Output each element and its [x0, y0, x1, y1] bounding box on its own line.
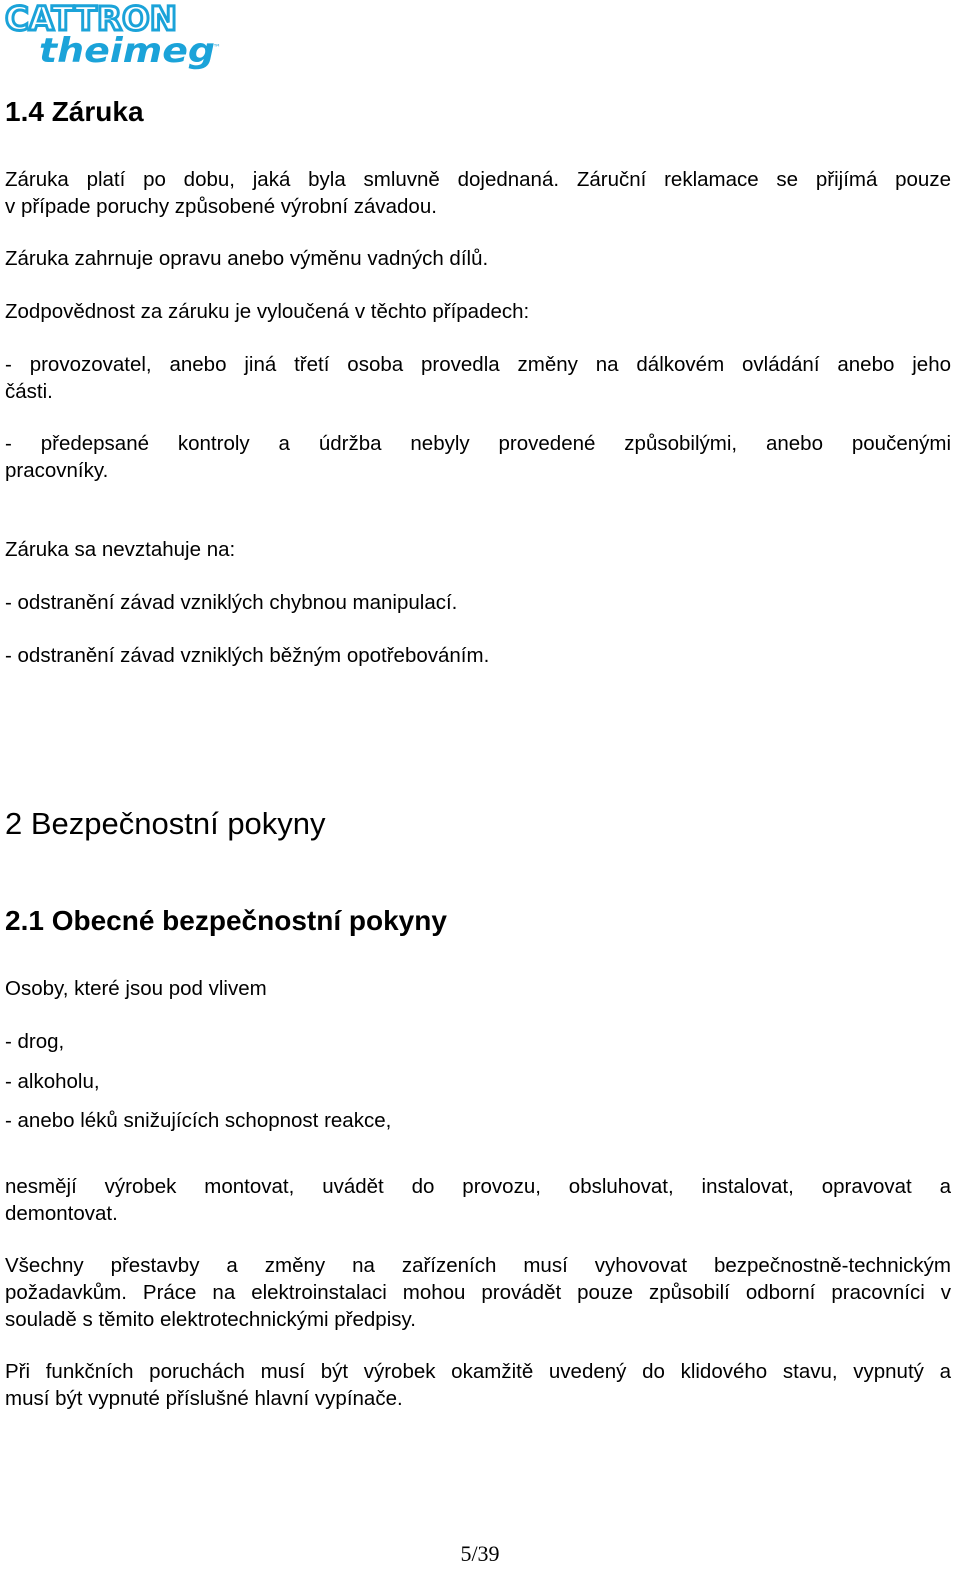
bullet-maintenance-line1: - předepsané kontroly a údržba nebyly provedené způsobilými, anebo poučenými — [5, 432, 951, 455]
paragraph-liability-exclusions: Zodpovědnost za záruku je vyloučená v těchto případech: — [5, 300, 530, 323]
paragraph-must-not-line1: nesmějí výrobek montovat, uvádět do provozu, obsluhovat, instalovat, opravovat a — [5, 1175, 951, 1198]
bullet-wrong-handling: - odstranění závad vzniklých chybnou manipulací. — [5, 591, 458, 614]
logo-theimeg-text: theimeg — [39, 31, 215, 71]
bullet-modifications-line1: - provozovatel, anebo jiná třetí osoba provedla změny na dálkovém ovládání anebo jeho — [5, 353, 951, 376]
paragraph-malfunctions-line1: Při funkčních poruchách musí být výrobek okamžitě uvedený do klidového stavu, vypnutý a — [5, 1360, 951, 1383]
svg-text:™: ™ — [213, 43, 221, 52]
bullet-normal-wear: - odstranění závad vzniklých běžným opotřebováním. — [5, 644, 490, 667]
bullet-maintenance-line2: pracovníky. — [5, 459, 109, 482]
bullet-drugs: - drog, — [5, 1030, 65, 1053]
section-heading-warranty: 1.4 Záruka — [5, 96, 144, 127]
paragraph-modifications-line1: Všechny přestavby a změny na zařízeních musí vyhovovat bezpečnostně-technickým — [5, 1254, 951, 1277]
section-heading-safety: 2 Bezpečnostní pokyny — [5, 806, 326, 841]
paragraph-must-not-line2: demontovat. — [5, 1202, 118, 1225]
paragraph-warranty-scope: Záruka zahrnuje opravu anebo výměnu vadných dílů. — [5, 247, 489, 270]
cattron-theimeg-logo — [3, 0, 223, 72]
logo-cattron-text: CATTRON — [5, 0, 177, 38]
paragraph-not-covered: Záruka sa nevztahuje na: — [5, 538, 236, 561]
paragraph-malfunctions-line2: musí být vypnuté příslušné hlavní vypínače. — [5, 1387, 403, 1410]
page-number: 5/39 — [460, 1541, 500, 1566]
bullet-modifications-line2: části. — [5, 380, 53, 403]
paragraph-modifications-line3: souladě s těmito elektrotechnickými předpisy. — [5, 1308, 416, 1331]
bullet-medication: - anebo léků snižujících schopnost reakce, — [5, 1109, 392, 1132]
paragraph-warranty-period-line1: Záruka platí po dobu, jaká byla smluvně dojednaná. Záruční reklamace se přijímá pouze — [5, 168, 951, 191]
paragraph-modifications-line2: požadavkům. Práce na elektroinstalaci mohou provádět pouze způsobilí odborní pracovníci v — [5, 1281, 951, 1304]
section-heading-general-safety: 2.1 Obecné bezpečnostní pokyny — [5, 905, 447, 936]
bullet-alcohol: - alkoholu, — [5, 1070, 100, 1093]
paragraph-persons-under-influence: Osoby, které jsou pod vlivem — [5, 977, 267, 1000]
paragraph-warranty-period-line2: v případe poruchy způsobené výrobní závadou. — [5, 195, 437, 218]
